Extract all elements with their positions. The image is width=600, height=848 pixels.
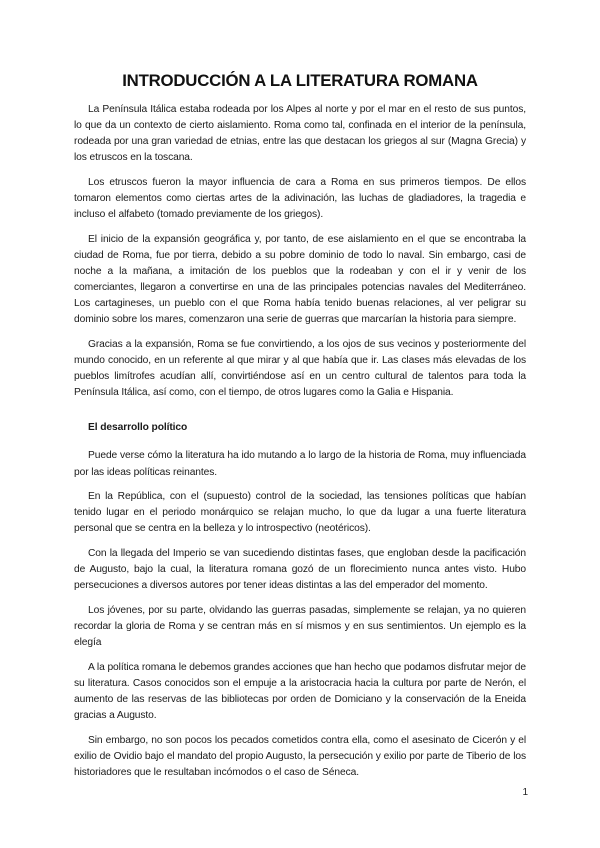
paragraph: Los etruscos fueron la mayor influencia de cara a Roma en sus primeros tiempos. De ellos tomaron elementos como ciertas artes de la adivinación, las luchas de gladiadores, la tragedia e incluso el alfabeto (tomado previamente de los griegos). — [74, 176, 526, 221]
paragraph: Con la llegada del Imperio se van sucediendo distintas fases, que engloban desde la pacificación de Augusto, bajo la cual, la literatura romana gozó de un florecimiento nunca antes visto. Hubo persecuciones a diversos autores por tener ideas distintas a las del emperador del momento. — [74, 548, 526, 592]
paragraph: Sin embargo, no son pocos los pecados cometidos contra ella, como el asesinato de Cicerón y el exilio de Ovidio bajo el mandato del propio Augusto, la persecución y exilio por parte de Tiberio de los historiadores que le resultaban incómodos o el caso de Séneca. — [74, 734, 526, 779]
paragraph: Los jóvenes, por su parte, olvidando las guerras pasadas, simplemente se relajan, ya no quieren recordar la gloria de Roma y se centran más en sí mismos y en sus sentimientos. Un ejemplo es la elegía — [74, 605, 526, 649]
body-text — [74, 102, 526, 790]
page-number: 1 — [522, 787, 528, 798]
paragraph: En la República, con el (supuesto) control de la sociedad, las tensiones políticas que habían tenido lugar en el periodo monárquico se relajan mucho, lo que da lugar a una fuerte literatura personal que se centra en la belleza y lo introspectivo (neotéricos). — [74, 491, 526, 535]
section-heading: El desarrollo político — [88, 422, 188, 434]
page-title: INTRODUCCIÓN A LA LITERATURA ROMANA — [122, 71, 478, 90]
paragraph: A la política romana le debemos grandes acciones que han hecho que podamos disfrutar mejor de su literatura. Casos conocidos son el empuje a la aristocracia hacia la cultura por parte de Nerón, el aumento de las reservas de las bibliotecas por orden de Domiciano y la conservación de la Eneida gracias a Augusto. — [74, 661, 526, 722]
paragraph: Puede verse cómo la literatura ha ido mutando a lo largo de la historia de Roma, muy influenciada por las ideas políticas reinantes. — [74, 450, 526, 478]
paragraph: El inicio de la expansión geográfica y, por tanto, de ese aislamiento en el que se encontraba la ciudad de Roma, fue por tierra, debido a su pobre dominio de todo lo naval. Sin embargo, casi de noche a la mañana, a imitación de los pueblos que la rodeaban y con el ir y venir de los comerciantes, llegaron a convertirse en una de las principales potencias navales del Mediterráneo. Los cartagineses, un pueblo con el que Roma había tenido buenas relaciones, al ver peligrar su dominio sobre los mares, comenzaron una serie de guerras que marcarían la historia para siempre. — [74, 233, 526, 326]
paragraph: Gracias a la expansión, Roma se fue convirtiendo, a los ojos de sus vecinos y posteriormente del mundo conocido, en un referente al que mirar y al que había que ir. Las clases más elevadas de los pueblos limítrofes acudían allí, convirtiéndose así en un centro cultural de talentos para toda la Península Itálica, así como, con el tiempo, de otros lugares como la Galia e Hispania. — [74, 339, 526, 399]
paragraph: La Península Itálica estaba rodeada por los Alpes al norte y por el mar en el resto de sus puntos, lo que da un contexto de cierto aislamiento. Roma como tal, confinada en el interior de la península, rodeada por una gran variedad de etnias, entre las que destacan los griegos al sur (Magna Grecia) y los etruscos en la toscana. — [74, 104, 526, 164]
